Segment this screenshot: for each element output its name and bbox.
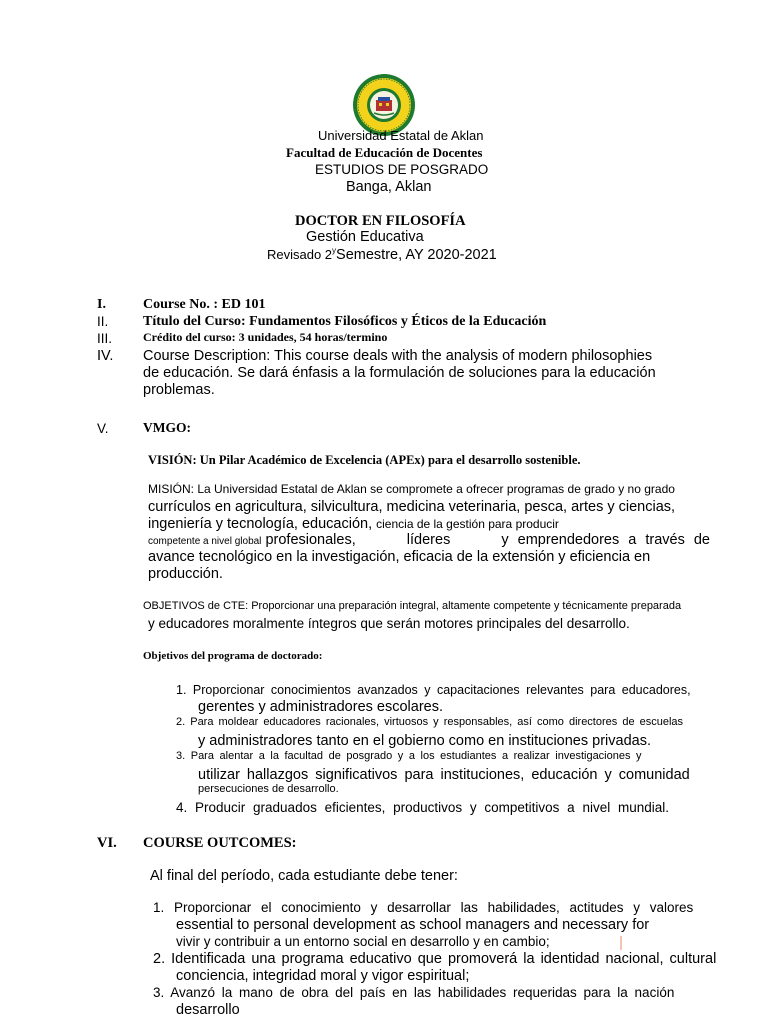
- faculty-name: Facultad de Educación de Docentes: [286, 145, 483, 160]
- degree-title: DOCTOR EN FILOSOFÍA: [295, 213, 466, 229]
- doctoral-objective-3a: 3. Para alentar a la facultad de posgrado y a los estudiantes a realizar investigaciones y: [176, 750, 642, 762]
- mission-line6: producción.: [148, 566, 223, 582]
- outcome-1c: vivir y contribuir a un entorno social en desarrollo y en cambio;: [176, 934, 550, 949]
- outcome-3a: 3. Avanzó la mano de obra del país en las habilidades requeridas para la nación: [153, 985, 675, 1000]
- doctoral-objective-3c: persecuciones de desarrollo.: [198, 783, 339, 795]
- cte-objectives-line2: y educadores moralmente íntegros que serán motores principales del desarrollo.: [148, 616, 630, 631]
- item-num-iii: III.: [97, 331, 113, 346]
- mission-line3: ingeniería y tecnología, educación, ciencia de la gestión para producir: [148, 516, 559, 532]
- margin-mark: [620, 936, 622, 950]
- course-description-line3: problemas.: [143, 382, 215, 398]
- doctoral-objective-1b: gerentes y administradores escolares.: [198, 699, 444, 715]
- doctoral-objective-1a: 1. Proporcionar conocimientos avanzados y capacitaciones relevantes para educadores,: [176, 683, 691, 697]
- outcome-2b: conciencia, integridad moral y vigor espiritual;: [176, 968, 470, 984]
- location: Banga, Aklan: [346, 179, 432, 195]
- vision-statement: VISIÓN: Un Pilar Académico de Excelencia (APEx) para el desarrollo sostenible.: [148, 453, 581, 467]
- mission-line5: avance tecnológico en la investigación, eficacia de la extensión y eficiencia en: [148, 549, 651, 565]
- mission-line2: currículos en agricultura, silvicultura, medicina veterinaria, pesca, artes y ciencias,: [148, 499, 676, 515]
- course-description-line1: Course Description: This course deals with the analysis of modern philosophies: [143, 348, 653, 364]
- course-title: Título del Curso: Fundamentos Filosóficos y Éticos de la Educación: [143, 314, 547, 329]
- cte-objectives-line1: OBJETIVOS de CTE: Proporcionar una preparación integral, altamente competente y técnicamente preparada: [143, 600, 682, 612]
- outcome-2a: 2. Identificada una programa educativo que promoverá la identidad nacional, cultural: [153, 951, 717, 967]
- item-num-ii: II.: [97, 314, 109, 329]
- item-num-v: V.: [97, 421, 109, 436]
- item-num-vi: VI.: [97, 835, 117, 851]
- doctoral-objectives-heading: Objetivos del programa de doctorado:: [143, 650, 323, 662]
- outcome-1a: 1. Proporcionar el conocimiento y desarrollar las habilidades, actitudes y valores: [153, 900, 694, 915]
- mission-line4: competente a nivel global profesionales, líderes y emprendedores a través de: [148, 532, 710, 548]
- outcome-3b: desarrollo: [176, 1002, 240, 1018]
- graduate-studies: ESTUDIOS DE POSGRADO: [315, 162, 489, 177]
- mission-line1: MISIÓN: La Universidad Estatal de Aklan se compromete a ofrecer programas de grado y no grado: [148, 482, 675, 496]
- outcomes-intro: Al final del período, cada estudiante debe tener:: [150, 868, 458, 884]
- course-outcomes-heading: COURSE OUTCOMES:: [143, 835, 297, 851]
- doctoral-objective-3b: utilizar hallazgos significativos para instituciones, educación y comunidad: [198, 767, 690, 783]
- item-num-iv: IV.: [97, 348, 114, 364]
- major: Gestión Educativa: [306, 229, 424, 245]
- course-number: Course No. : ED 101: [143, 297, 266, 312]
- item-num-i: I.: [97, 297, 106, 312]
- course-credit: Crédito del curso: 3 unidades, 54 horas/termino: [143, 330, 388, 344]
- revision-line: Revisado 2$^y$Semestre, AY 2020-2021: [267, 246, 497, 263]
- outcome-1b: essential to personal development as school managers and necessary for: [176, 917, 650, 933]
- university-name: Universidad Estatal de Aklan: [318, 128, 484, 143]
- doctoral-objective-2a: 2. Para moldear educadores racionales, virtuosos y responsables, así como directores de escuelas: [176, 716, 684, 728]
- vmgo-heading: VMGO:: [143, 420, 191, 435]
- doctoral-objective-4: 4. Producir graduados eficientes, productivos y competitivos a nivel mundial.: [176, 800, 669, 815]
- doctoral-objective-2b: y administradores tanto en el gobierno como en instituciones privadas.: [198, 733, 651, 749]
- course-description-line2: de educación. Se dará énfasis a la formulación de soluciones para la educación: [143, 365, 656, 381]
